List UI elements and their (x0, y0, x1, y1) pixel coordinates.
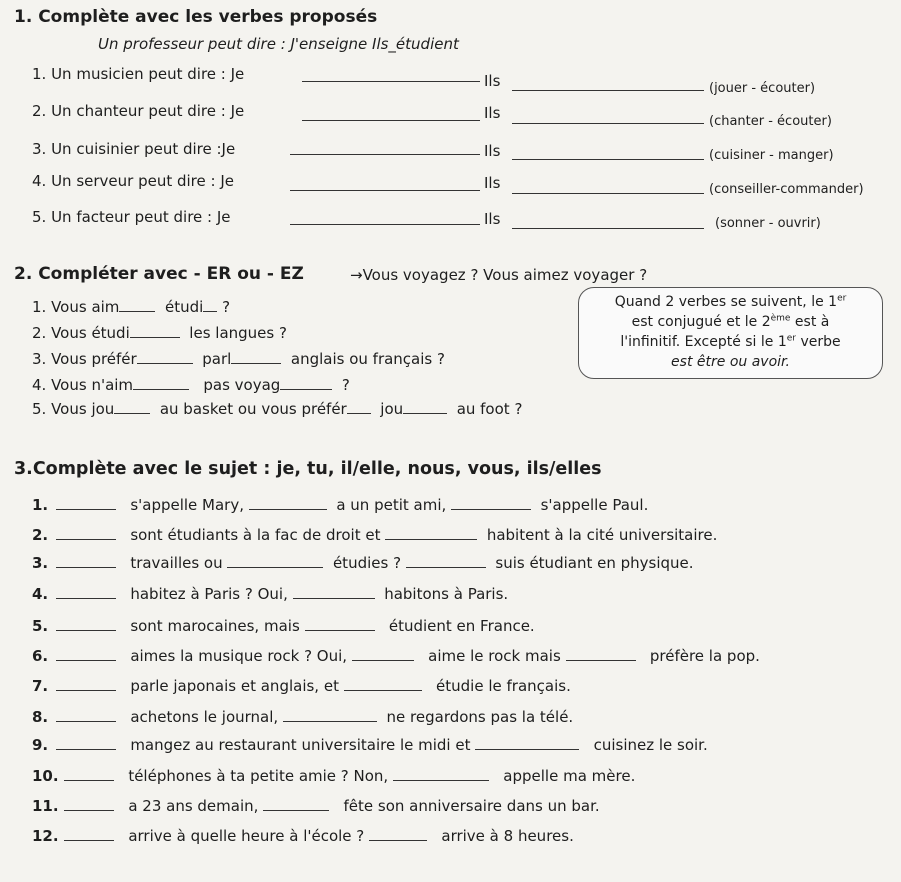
answer-blank[interactable] (344, 680, 422, 691)
answer-blank[interactable] (56, 711, 116, 722)
answer-blank[interactable] (302, 71, 480, 82)
exercise-2-example: →Vous voyagez ? Vous aimez voyager ? (350, 266, 648, 284)
answer-blank[interactable] (56, 739, 116, 750)
verbs-hint: (cuisiner - manger) (709, 148, 834, 163)
ils-label: Ils (484, 72, 501, 90)
answer-blank[interactable] (56, 588, 116, 599)
exercise-2-line: 5. Vous jou au basket ou vous préfér jou au foot ? (32, 400, 523, 418)
answer-blank[interactable] (130, 327, 180, 338)
exercise-3-item: 3. travailles ou étudies ? suis étudiant en physique. (32, 554, 694, 572)
exercise-2-line: 4. Vous n'aim pas voyag ? (32, 376, 350, 394)
answer-blank[interactable] (56, 499, 116, 510)
answer-blank[interactable] (512, 183, 704, 194)
answer-blank[interactable] (203, 301, 217, 312)
answer-blank[interactable] (385, 529, 477, 540)
exercise-3-item: 1. s'appelle Mary, a un petit ami, s'appelle Paul. (32, 496, 649, 514)
answer-blank[interactable] (290, 214, 480, 225)
ils-label: Ils (484, 104, 501, 122)
answer-blank[interactable] (302, 110, 480, 121)
answer-blank[interactable] (114, 403, 150, 414)
exercise-3-item: 10. téléphones à ta petite amie ? Non, appelle ma mère. (32, 767, 636, 785)
answer-blank[interactable] (56, 680, 116, 691)
exercise-2-line: 2. Vous étudi les langues ? (32, 324, 287, 342)
exercise-2-line: 3. Vous préfér parl anglais ou français ? (32, 350, 445, 368)
exercise-3-item: 4. habitez à Paris ? Oui, habitons à Paris. (32, 585, 509, 603)
answer-blank[interactable] (290, 144, 480, 155)
verbs-hint: (jouer - écouter) (709, 81, 816, 96)
note-line: Quand 2 verbes se suivent, le 1er (614, 293, 847, 310)
grammar-note-box (578, 287, 883, 379)
answer-blank[interactable] (512, 80, 704, 91)
row-prompt: 5. Un facteur peut dire : Je (32, 208, 231, 226)
answer-blank[interactable] (369, 830, 427, 841)
answer-blank[interactable] (283, 711, 377, 722)
answer-blank[interactable] (133, 379, 189, 390)
exercise-3-item: 9. mangez au restaurant universitaire le midi et cuisinez le soir. (32, 736, 708, 754)
exercise-1-example: Un professeur peut dire : J'enseigne Ils_étudient (98, 35, 459, 53)
verbs-hint: (chanter - écouter) (709, 114, 832, 129)
answer-blank[interactable] (119, 301, 155, 312)
exercise-2-title: 2. Compléter avec - ER ou - EZ (14, 264, 304, 284)
exercise-3-item: 5. sont marocaines, mais étudient en France. (32, 617, 535, 635)
row-prompt: 3. Un cuisinier peut dire :Je (32, 140, 236, 158)
answer-blank[interactable] (352, 650, 414, 661)
answer-blank[interactable] (64, 800, 114, 811)
answer-blank[interactable] (227, 557, 323, 568)
answer-blank[interactable] (56, 650, 116, 661)
answer-blank[interactable] (290, 180, 480, 191)
answer-blank[interactable] (64, 770, 114, 781)
answer-blank[interactable] (512, 218, 704, 229)
answer-blank[interactable] (64, 830, 114, 841)
answer-blank[interactable] (512, 113, 704, 124)
row-prompt: 4. Un serveur peut dire : Je (32, 172, 234, 190)
ils-label: Ils (484, 142, 501, 160)
exercise-2-line: 1. Vous aim étudi ? (32, 298, 231, 316)
answer-blank[interactable] (249, 499, 327, 510)
exercise-3-item: 12. arrive à quelle heure à l'école ? arrive à 8 heures. (32, 827, 574, 845)
answer-blank[interactable] (393, 770, 489, 781)
exercise-3-item: 7. parle japonais et anglais, et étudie le français. (32, 677, 571, 695)
note-line: est conjugué et le 2ème est à (631, 313, 830, 330)
answer-blank[interactable] (56, 620, 116, 631)
answer-blank[interactable] (280, 379, 332, 390)
answer-blank[interactable] (56, 557, 116, 568)
answer-blank[interactable] (451, 499, 531, 510)
answer-blank[interactable] (566, 650, 636, 661)
answer-blank[interactable] (406, 557, 486, 568)
row-prompt: 1. Un musicien peut dire : Je (32, 65, 245, 83)
exercise-3-item: 8. achetons le journal, ne regardons pas la télé. (32, 708, 574, 726)
exercise-3-item: 6. aimes la musique rock ? Oui, aime le rock mais préfère la pop. (32, 647, 760, 665)
exercise-1-title: 1. Complète avec les verbes proposés (14, 7, 378, 27)
exercise-3-item: 2. sont étudiants à la fac de droit et habitent à la cité universitaire. (32, 526, 718, 544)
ils-label: Ils (484, 174, 501, 192)
answer-blank[interactable] (263, 800, 329, 811)
note-line: est être ou avoir. (671, 354, 790, 370)
note-line: l'infinitif. Excepté si le 1er verbe (620, 333, 841, 350)
answer-blank[interactable] (56, 529, 116, 540)
answer-blank[interactable] (347, 403, 371, 414)
row-prompt: 2. Un chanteur peut dire : Je (32, 102, 245, 120)
answer-blank[interactable] (231, 353, 281, 364)
answer-blank[interactable] (475, 739, 579, 750)
answer-blank[interactable] (137, 353, 193, 364)
answer-blank[interactable] (293, 588, 375, 599)
answer-blank[interactable] (305, 620, 375, 631)
answer-blank[interactable] (403, 403, 447, 414)
ils-label: Ils (484, 210, 501, 228)
exercise-3-title: 3.Complète avec le sujet : je, tu, il/elle, nous, vous, ils/elles (14, 459, 602, 479)
verbs-hint: (sonner - ouvrir) (715, 216, 821, 231)
verbs-hint: (conseiller-commander) (709, 182, 864, 197)
exercise-3-item: 11. a 23 ans demain, fête son anniversaire dans un bar. (32, 797, 600, 815)
answer-blank[interactable] (512, 149, 704, 160)
